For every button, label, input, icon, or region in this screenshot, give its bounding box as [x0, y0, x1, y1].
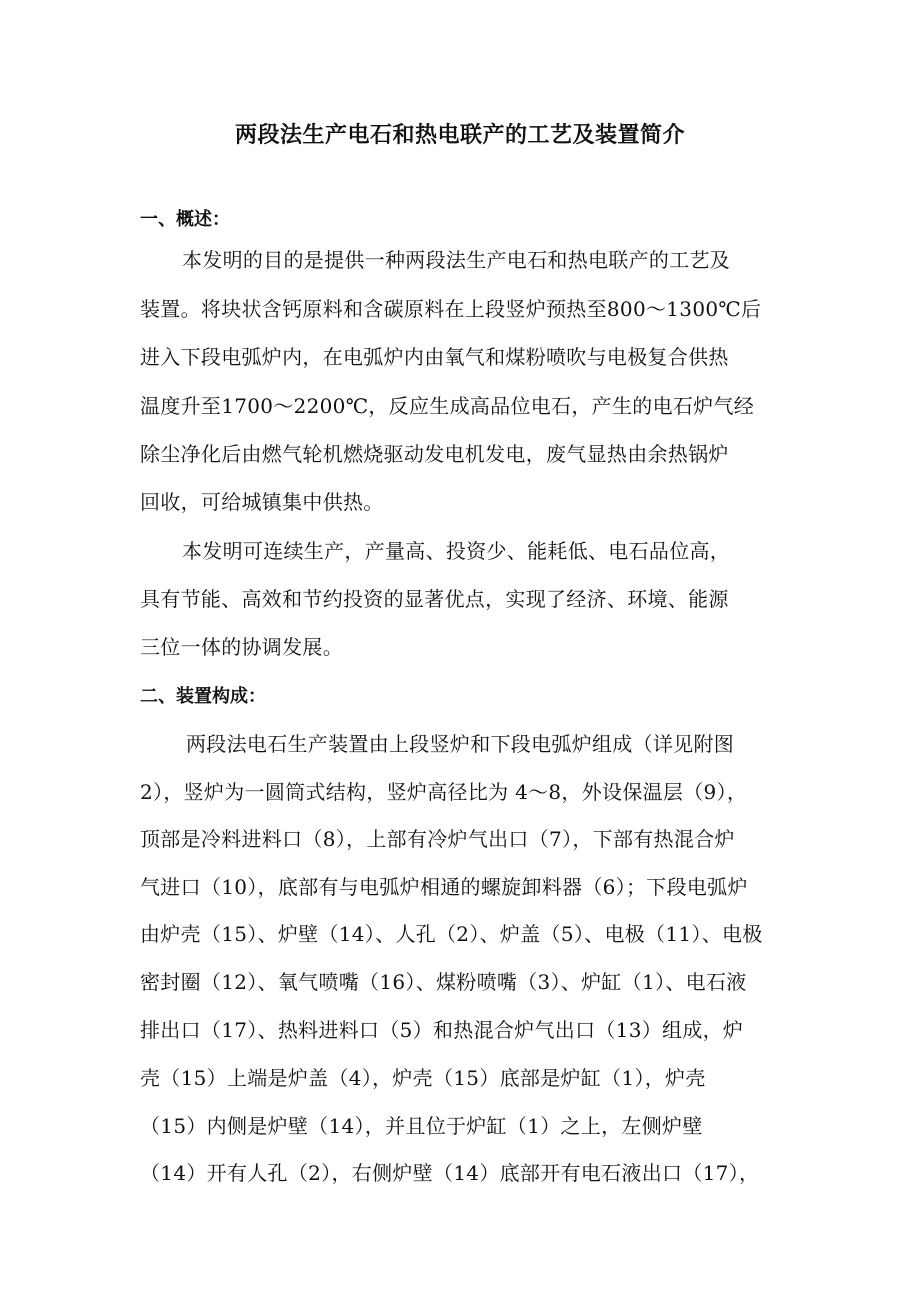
paragraph-line: 由炉壳（15）、炉壁（14）、人孔（2）、炉盖（5）、电极（11）、电极	[140, 922, 763, 946]
paragraph-line: 密封圈（12）、氧气喷嘴（16）、煤粉喷嘴（3）、炉缸（1）、电石液	[140, 970, 747, 994]
paragraph-line: 本发明的目的是提供一种两段法生产电石和热电联产的工艺及	[182, 248, 731, 272]
paragraph-line: （14）开有人孔（2），右侧炉壁（14）底部开有电石液出口（17），	[140, 1161, 760, 1185]
section-heading-overview: 一、概述：	[140, 209, 230, 230]
paragraph-line: 除尘净化后由燃气轮机燃烧驱动发电机发电，废气显热由余热锅炉	[140, 442, 729, 466]
paragraph-line: （15）内侧是炉壁（14），并且位于炉缸（1）之上，左侧炉壁	[140, 1114, 703, 1138]
paragraph-line: 气进口（10），底部有与电弧炉相通的螺旋卸料器（6）；下段电弧炉	[140, 875, 748, 899]
paragraph-line: 排出口（17）、热料进料口（5）和热混合炉气出口（13）组成，炉	[140, 1018, 744, 1042]
paragraph-line: 顶部是冷料进料口（8），上部有冷炉气出口（7），下部有热混合炉	[140, 827, 735, 851]
paragraph-line: 具有节能、高效和节约投资的显著优点，实现了经济、环境、能源	[140, 587, 729, 611]
paragraph-line: 2），竖炉为一圆筒式结构，竖炉高径比为 4～8，外设保温层（9），	[140, 780, 748, 804]
paragraph-line: 本发明可连续生产，产量高、投资少、能耗低、电石品位高，	[182, 539, 731, 563]
paragraph-line: 进入下段电弧炉内，在电弧炉内由氧气和煤粉喷吹与电极复合供热	[140, 345, 729, 369]
document-title: 两段法生产电石和热电联产的工艺及装置简介	[234, 123, 685, 148]
paragraph-line: 装置。将块状含钙原料和含碳原料在上段竖炉预热至800～1300℃后	[140, 297, 762, 321]
paragraph-line: 回收，可给城镇集中供热。	[140, 490, 384, 514]
paragraph-line: 三位一体的协调发展。	[140, 635, 343, 659]
paragraph-line: 两段法电石生产装置由上段竖炉和下段电弧炉组成（详见附图	[186, 732, 735, 756]
paragraph-line: 壳（15）上端是炉盖（4），炉壳（15）底部是炉缸（1），炉壳	[140, 1066, 706, 1090]
section-heading-composition: 二、装置构成：	[140, 686, 266, 707]
paragraph-line: 温度升至1700～2200℃，反应生成高品位电石，产生的电石炉气经	[140, 394, 755, 418]
